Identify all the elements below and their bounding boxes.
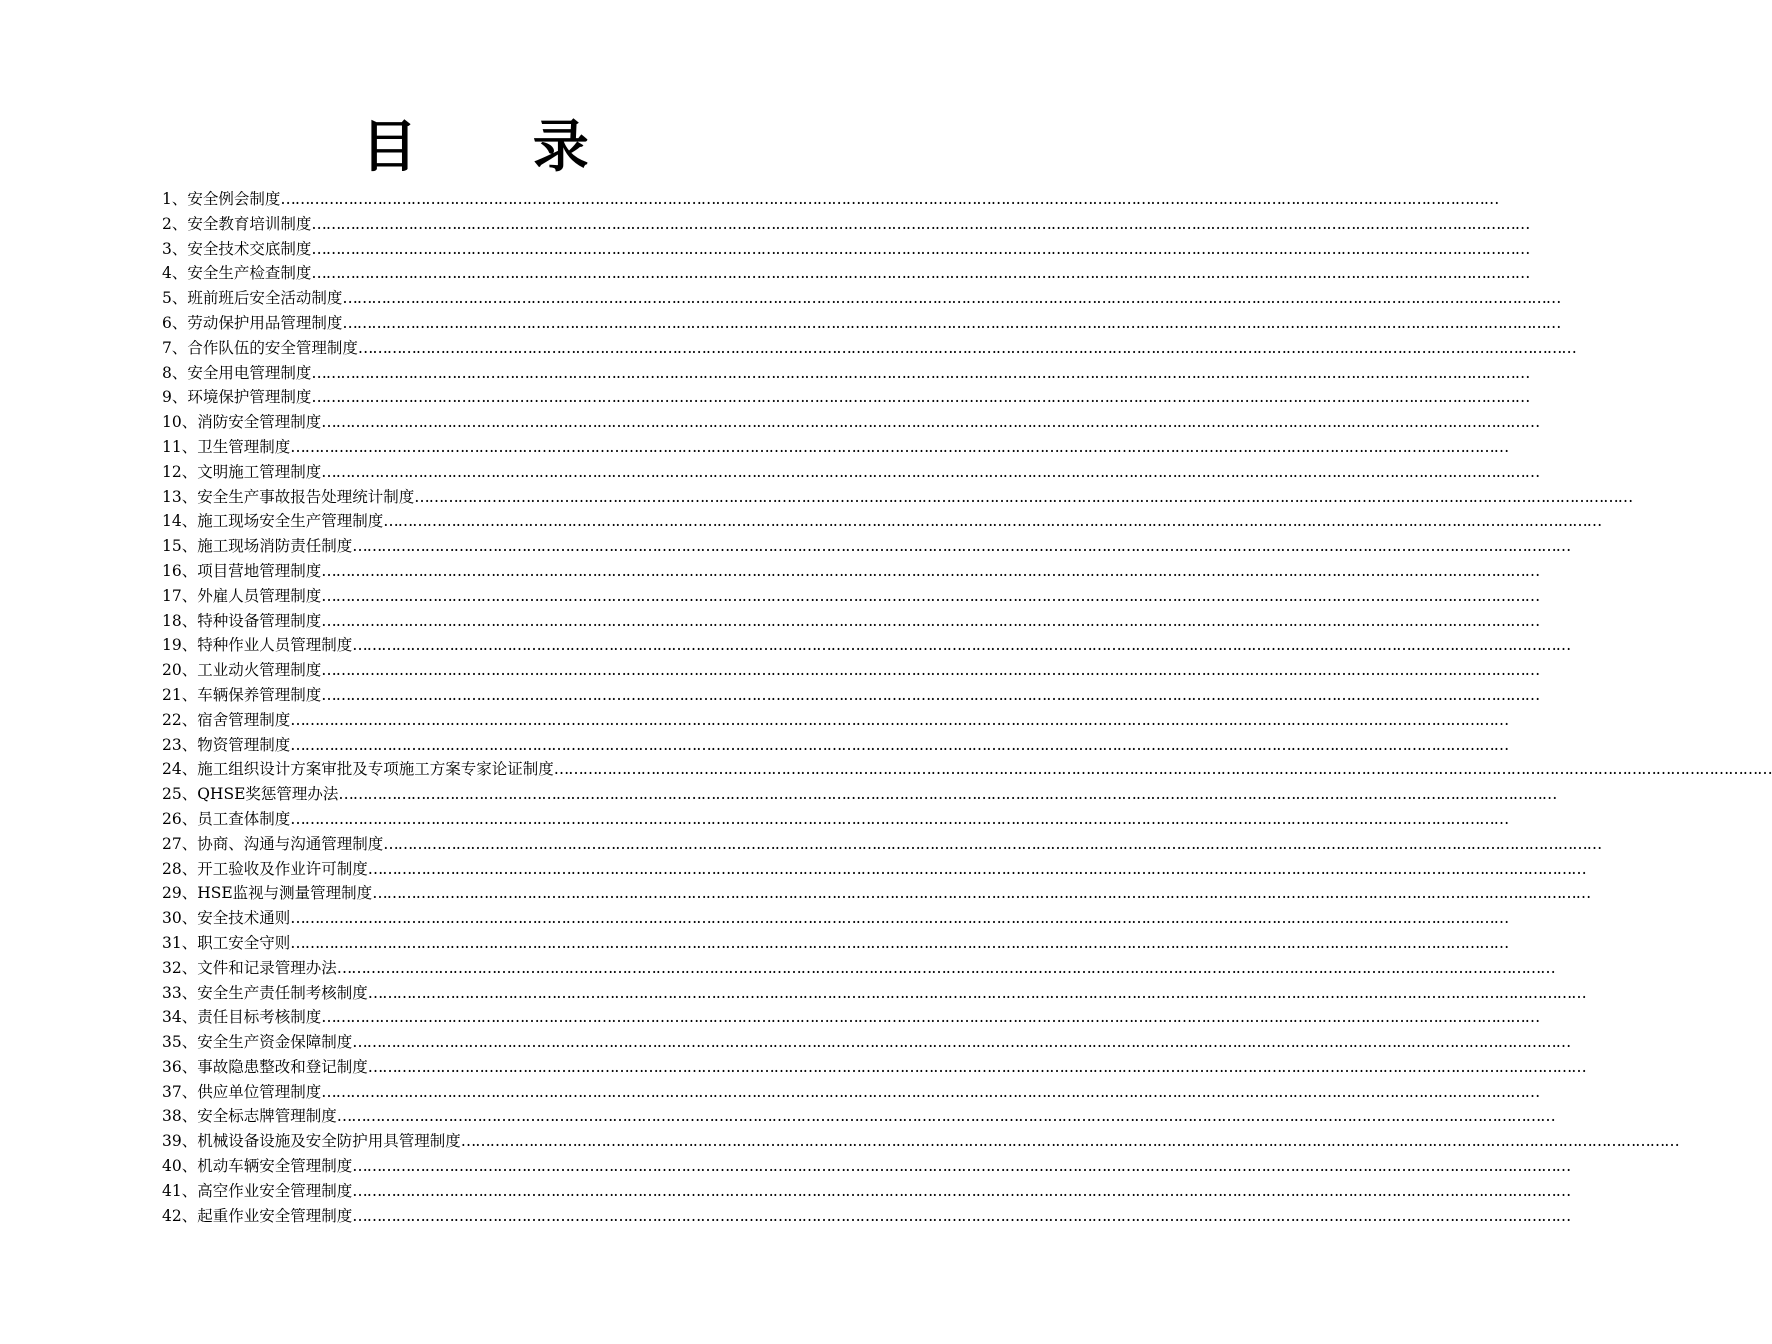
toc-entry-leader: ……………………………………………………………………………………………………………………………………………………………………………………………………………………………… [321, 561, 1540, 580]
toc-entry-label: 29、HSE监视与测量管理制度 [162, 884, 373, 903]
toc-entry[interactable] [162, 485, 1633, 510]
toc-entry-label: 42、起重作业安全管理制度 [162, 1206, 353, 1225]
toc-entry-label: 5、班前班后安全活动制度 [162, 289, 343, 308]
toc-entry-label: 16、项目营地管理制度 [162, 561, 322, 580]
toc-entry-label: 20、工业动火管理制度 [162, 661, 322, 680]
toc-entry[interactable] [162, 187, 1499, 212]
toc-entry-leader: ……………………………………………………………………………………………………………………………………………………………………………………………………………………………… [352, 1033, 1571, 1052]
toc-entry-label: 35、安全生产资金保障制度 [162, 1033, 353, 1052]
toc-entry-leader: ……………………………………………………………………………………………………………………………………………………………………………………………………………………………… [342, 289, 1561, 308]
toc-entry-leader: ……………………………………………………………………………………………………………………………………………………………………………………………………………………………… [342, 313, 1561, 332]
toc-entry[interactable] [162, 1154, 1571, 1179]
toc-entry-leader: ……………………………………………………………………………………………………………………………………………………………………………………………………………………………… [553, 760, 1772, 779]
toc-entry[interactable] [162, 609, 1540, 634]
toc-entry-label: 18、特种设备管理制度 [162, 611, 322, 630]
toc-entry[interactable] [162, 311, 1561, 336]
toc-entry[interactable] [162, 708, 1509, 733]
toc-entry-label: 33、安全生产责任制考核制度 [162, 983, 368, 1002]
toc-entry-label: 27、协商、沟通与沟通管理制度 [162, 834, 384, 853]
toc-entry-leader: ……………………………………………………………………………………………………………………………………………………………………………………………………………………………… [383, 834, 1602, 853]
toc-entry-leader: ……………………………………………………………………………………………………………………………………………………………………………………………………………………………… [321, 586, 1540, 605]
toc-entry-label: 3、安全技术交底制度 [162, 239, 312, 258]
toc-entry-leader: ……………………………………………………………………………………………………………………………………………………………………………………………………………………………… [460, 1132, 1679, 1151]
toc-entry-label: 17、外雇人员管理制度 [162, 586, 322, 605]
toc-entry-label: 11、卫生管理制度 [162, 437, 291, 456]
toc-entry[interactable] [162, 410, 1540, 435]
toc-entry[interactable] [162, 1005, 1540, 1030]
toc-entry-leader: ……………………………………………………………………………………………………………………………………………………………………………………………………………………………… [321, 685, 1540, 704]
toc-entry[interactable] [162, 733, 1509, 758]
toc-entry-leader: ……………………………………………………………………………………………………………………………………………………………………………………………………………………………… [336, 1107, 1555, 1126]
toc-entry-label: 10、消防安全管理制度 [162, 413, 322, 432]
toc-entry-label: 28、开工验收及作业许可制度 [162, 859, 368, 878]
toc-entry-leader: ……………………………………………………………………………………………………………………………………………………………………………………………………………………………… [290, 933, 1509, 952]
toc-entry-label: 31、职工安全守则 [162, 933, 291, 952]
toc-entry[interactable] [162, 956, 1555, 981]
toc-entry-label: 15、施工现场消防责任制度 [162, 537, 353, 556]
toc-entry[interactable] [162, 584, 1540, 609]
toc-entry[interactable] [162, 757, 1772, 782]
toc-entry-label: 40、机动车辆安全管理制度 [162, 1157, 353, 1176]
toc-title: 目 录 [361, 114, 637, 180]
toc-entry-leader: ……………………………………………………………………………………………………………………………………………………………………………………………………………………………… [367, 983, 1586, 1002]
toc-entry-label: 1、安全例会制度 [162, 190, 281, 208]
toc-entry-leader: ……………………………………………………………………………………………………………………………………………………………………………………………………………………………… [352, 1206, 1571, 1225]
toc-entry-label: 8、安全用电管理制度 [162, 363, 312, 382]
toc-entry-leader: ……………………………………………………………………………………………………………………………………………………………………………………………………………………………… [311, 214, 1530, 233]
toc-entry[interactable] [162, 385, 1530, 410]
toc-entry-leader: ……………………………………………………………………………………………………………………………………………………………………………………………………………………………… [290, 710, 1509, 729]
toc-entry[interactable] [162, 336, 1576, 361]
toc-entry[interactable] [162, 683, 1540, 708]
toc-entry[interactable] [162, 1179, 1571, 1204]
toc-entry-label: 23、物资管理制度 [162, 735, 291, 754]
toc-entry[interactable] [162, 1030, 1571, 1055]
toc-entry[interactable] [162, 534, 1571, 559]
toc-entry-label: 7、合作队伍的安全管理制度 [162, 338, 358, 357]
toc-entry-label: 32、文件和记录管理办法 [162, 958, 337, 977]
toc-entry-label: 13、安全生产事故报告处理统计制度 [162, 487, 415, 506]
toc-entry[interactable] [162, 832, 1602, 857]
toc-entry[interactable] [162, 212, 1530, 237]
toc-entry-leader: ……………………………………………………………………………………………………………………………………………………………………………………………………………………………… [290, 809, 1509, 828]
toc-entry-label: 25、QHSE奖惩管理办法 [162, 785, 339, 804]
toc-entry-label: 19、特种作业人员管理制度 [162, 636, 353, 655]
toc-entry-label: 36、事故隐患整改和登记制度 [162, 1057, 368, 1076]
toc-entry-label: 34、责任目标考核制度 [162, 1008, 322, 1027]
toc-entry-label: 21、车辆保养管理制度 [162, 685, 322, 704]
toc-entry[interactable] [162, 435, 1509, 460]
toc-entry-leader: ……………………………………………………………………………………………………………………………………………………………………………………………………………………………… [290, 909, 1509, 928]
toc-entry-label: 4、安全生产检查制度 [162, 264, 312, 283]
toc-entry-leader: ……………………………………………………………………………………………………………………………………………………………………………………………………………………………… [280, 190, 1499, 208]
toc-entry-label: 2、安全教育培训制度 [162, 214, 312, 233]
toc-entry-leader: ……………………………………………………………………………………………………………………………………………………………………………………………………………………………… [352, 537, 1571, 556]
toc-entry-label: 38、安全标志牌管理制度 [162, 1107, 337, 1126]
toc-entry[interactable] [162, 361, 1530, 386]
toc-entry[interactable] [162, 1204, 1571, 1229]
toc-entry-leader: ……………………………………………………………………………………………………………………………………………………………………………………………………………………………… [311, 264, 1530, 283]
toc-entry-label: 39、机械设备设施及安全防护用具管理制度 [162, 1132, 461, 1151]
toc-entry-label: 6、劳动保护用品管理制度 [162, 313, 343, 332]
toc-entry-leader: ……………………………………………………………………………………………………………………………………………………………………………………………………………………………… [321, 1008, 1540, 1027]
toc-entry[interactable] [162, 261, 1530, 286]
toc-entry-leader: ……………………………………………………………………………………………………………………………………………………………………………………………………………………………… [357, 338, 1576, 357]
toc-entry[interactable] [162, 1080, 1540, 1105]
toc-entry[interactable] [162, 559, 1540, 584]
toc-entry[interactable] [162, 460, 1540, 485]
toc-entry-label: 24、施工组织设计方案审批及专项施工方案专家论证制度 [162, 760, 554, 779]
toc-entry-leader: ……………………………………………………………………………………………………………………………………………………………………………………………………………………………… [352, 636, 1571, 655]
toc-entry[interactable] [162, 633, 1571, 658]
toc-entry[interactable] [162, 237, 1530, 262]
toc-entry[interactable] [162, 881, 1591, 906]
toc-entry-leader: ……………………………………………………………………………………………………………………………………………………………………………………………………………………………… [321, 611, 1540, 630]
toc-entry-leader: ……………………………………………………………………………………………………………………………………………………………………………………………………………………………… [372, 884, 1591, 903]
toc-entry-leader: ……………………………………………………………………………………………………………………………………………………………………………………………………………………………… [311, 388, 1530, 407]
toc-entry[interactable] [162, 286, 1561, 311]
toc-entry-label: 41、高空作业安全管理制度 [162, 1181, 353, 1200]
toc-entry[interactable] [162, 782, 1557, 807]
toc-entry-leader: ……………………………………………………………………………………………………………………………………………………………………………………………………………………………… [321, 1082, 1540, 1101]
toc-entry-leader: ……………………………………………………………………………………………………………………………………………………………………………………………………………………………… [321, 661, 1540, 680]
toc-entry[interactable] [162, 658, 1540, 683]
toc-entry-leader: ……………………………………………………………………………………………………………………………………………………………………………………………………………………………… [352, 1181, 1571, 1200]
toc-entry-leader: ……………………………………………………………………………………………………………………………………………………………………………………………………………………………… [290, 437, 1509, 456]
toc-list [162, 187, 1772, 1228]
toc-entry[interactable] [162, 807, 1509, 832]
toc-entry[interactable] [162, 1104, 1555, 1129]
toc-entry[interactable] [162, 906, 1509, 931]
toc-entry-label: 12、文明施工管理制度 [162, 462, 322, 481]
toc-entry-leader: ……………………………………………………………………………………………………………………………………………………………………………………………………………………………… [352, 1157, 1571, 1176]
toc-entry-leader: ……………………………………………………………………………………………………………………………………………………………………………………………………………………………… [414, 487, 1633, 506]
toc-entry-label: 22、宿舍管理制度 [162, 710, 291, 729]
toc-entry-leader: ……………………………………………………………………………………………………………………………………………………………………………………………………………………………… [321, 462, 1540, 481]
toc-entry[interactable] [162, 509, 1602, 534]
toc-entry-leader: ……………………………………………………………………………………………………………………………………………………………………………………………………………………………… [311, 363, 1530, 382]
toc-entry-leader: ……………………………………………………………………………………………………………………………………………………………………………………………………………………………… [383, 512, 1602, 531]
toc-entry-leader: ……………………………………………………………………………………………………………………………………………………………………………………………………………………………… [367, 1057, 1586, 1076]
toc-entry-label: 30、安全技术通则 [162, 909, 291, 928]
toc-entry[interactable] [162, 1055, 1586, 1080]
toc-entry-label: 9、环境保护管理制度 [162, 388, 312, 407]
toc-entry-leader: ……………………………………………………………………………………………………………………………………………………………………………………………………………………………… [311, 239, 1530, 258]
toc-entry-label: 37、供应单位管理制度 [162, 1082, 322, 1101]
toc-entry-label: 26、员工查体制度 [162, 809, 291, 828]
toc-entry-leader: ……………………………………………………………………………………………………………………………………………………………………………………………………………………………… [367, 859, 1586, 878]
toc-entry-leader: ……………………………………………………………………………………………………………………………………………………………………………………………………………………………… [290, 735, 1509, 754]
toc-entry-label: 14、施工现场安全生产管理制度 [162, 512, 384, 531]
toc-entry[interactable] [162, 981, 1586, 1006]
toc-entry[interactable] [162, 1129, 1679, 1154]
toc-entry-leader: ……………………………………………………………………………………………………………………………………………………………………………………………………………………………… [338, 785, 1557, 804]
toc-entry[interactable] [162, 857, 1586, 882]
toc-entry-leader: ……………………………………………………………………………………………………………………………………………………………………………………………………………………………… [336, 958, 1555, 977]
toc-entry-leader: ……………………………………………………………………………………………………………………………………………………………………………………………………………………………… [321, 413, 1540, 432]
toc-entry[interactable] [162, 931, 1509, 956]
